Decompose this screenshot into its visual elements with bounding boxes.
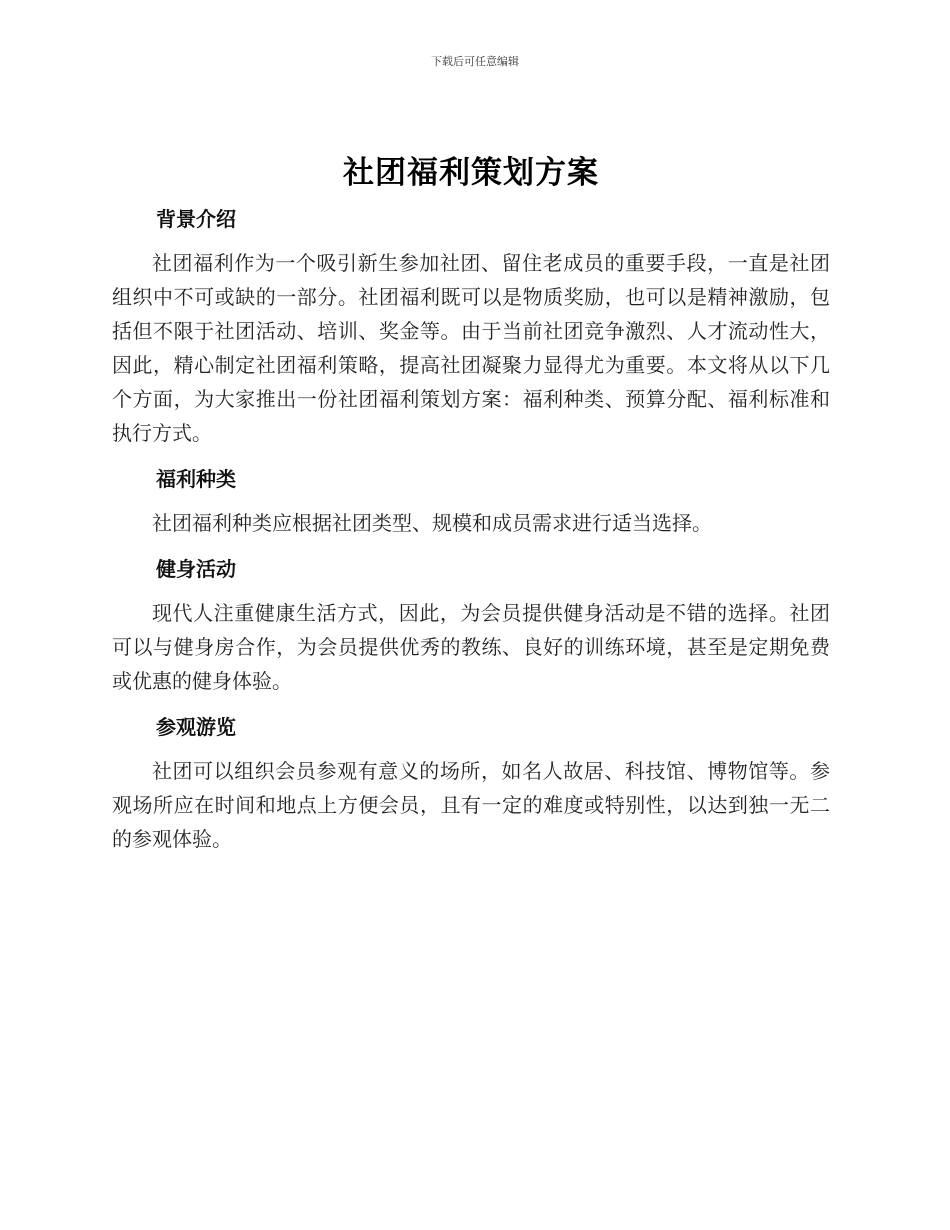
section-heading: 背景介绍 xyxy=(156,207,236,231)
section-body: 现代人注重健康生活方式，因此，为会员提供健身活动是不错的选择。社团可以与健身房合作，为会员提供优秀的教练、良好的训练环境，甚至是定期免费或优惠的健身体验。 xyxy=(112,601,830,693)
section-visits xyxy=(112,706,830,856)
section-benefit-types xyxy=(112,458,830,540)
section-body: 社团可以组织会员参观有意义的场所，如名人故居、科技馆、博物馆等。参观场所应在时间和地点上方便会员，且有一定的难度或特别性，以达到独一无二的参观体验。 xyxy=(112,759,830,851)
section-body: 社团福利作为一个吸引新生参加社团、留住老成员的重要手段，一直是社团组织中不可或缺的一部分。社团福利既可以是物质奖励，也可以是精神激励，包括但不限于社团活动、培训、奖金等。由于当前社团竞争激烈、人才流动性大，因此，精心制定社团福利策略，提高社团凝聚力显得尤为重要。本文将从以下几个方面，为大家推出一份社团福利策划方案：福利种类、预算分配、福利标准和执行方式。 xyxy=(112,251,830,445)
header-note: 下载后可任意编辑 xyxy=(431,55,519,68)
section-fitness xyxy=(112,548,830,698)
document-title: 社团福利策划方案 xyxy=(343,155,599,191)
section-heading: 参观游览 xyxy=(156,715,236,739)
section-background xyxy=(112,198,830,450)
section-body: 社团福利种类应根据社团类型、规模和成员需求进行适当选择。 xyxy=(152,511,712,535)
document-content xyxy=(112,148,830,864)
section-heading: 福利种类 xyxy=(156,467,236,491)
section-heading: 健身活动 xyxy=(156,557,236,581)
